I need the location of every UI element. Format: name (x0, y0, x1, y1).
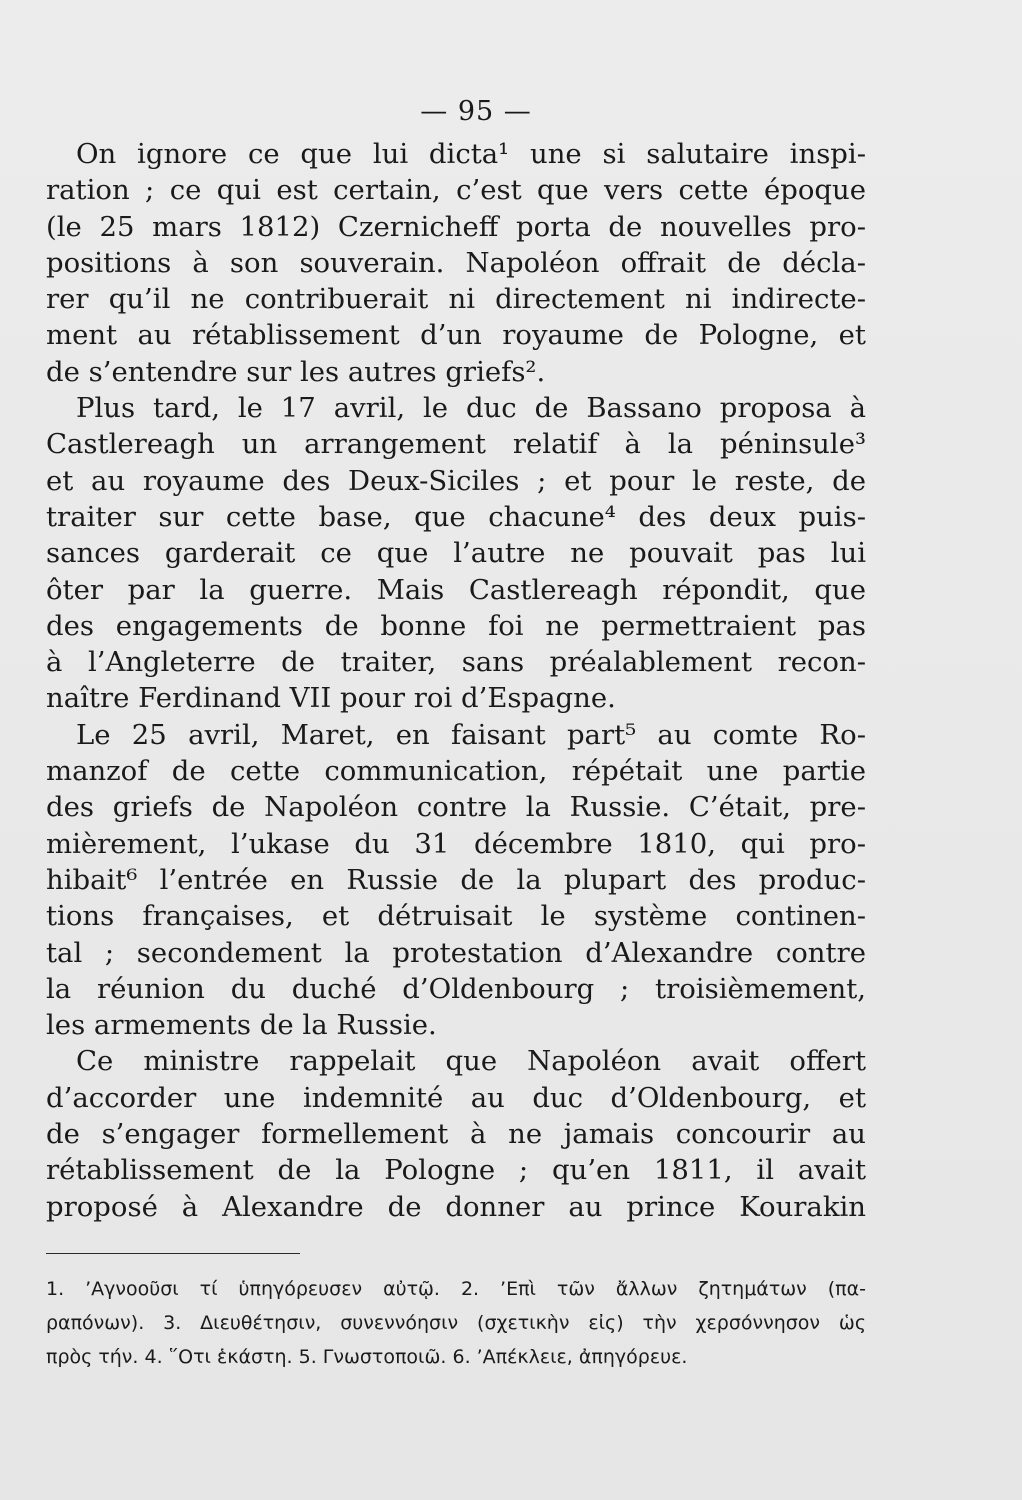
footnote-line: πρὸς τήν. 4. ῞Οτι ἑκάστη. 5. Γνωστοποιῶ. 6. ’Απέκλειε, ἀπηγόρευε. (46, 1346, 688, 1368)
text-line: des griefs de Napoléon contre la Russie. C’était, pre- (46, 791, 866, 824)
text-line: de s’engager formellement à ne jamais concourir au (46, 1118, 866, 1151)
text-line: Castlereagh un arrangement relatif à la péninsule³ (46, 428, 866, 461)
text-line: tal ; secondement la protestation d’Alexandre contre (46, 936, 866, 969)
text-line: tions françaises, et détruisait le système continen- (46, 900, 866, 933)
text-line: Ce ministre rappelait que Napoléon avait offert (76, 1045, 866, 1078)
footnote-line: 1. ’Αγνοοῦσι τί ὑπηγόρευσεν αὐτῷ. 2. ’Επὶ τῶν ἄλλων ζητημάτων (πα- (46, 1278, 866, 1300)
footnote-divider (46, 1253, 300, 1254)
text-line: Le 25 avril, Maret, en faisant part⁵ au comte Ro- (76, 718, 866, 751)
footnotes (46, 1272, 866, 1374)
text-line: naître Ferdinand VII pour roi d’Espagne. (46, 682, 616, 715)
text-line: positions à son souverain. Napoléon offrait de décla- (46, 246, 866, 279)
text-line: Plus tard, le 17 avril, le duc de Bassano proposa à (76, 392, 866, 425)
text-line: rétablissement de la Pologne ; qu’en 1811, il avait (46, 1154, 866, 1187)
text-line: les armements de la Russie. (46, 1009, 437, 1042)
footnote-line: ραπόνων). 3. Διευθέτησιν, συνεννόησιν (σχετικὴν εἰς) τὴν χερσόννησον ὡς (46, 1312, 866, 1334)
text-line: hibait⁶ l’entrée en Russie de la plupart des produc- (46, 863, 866, 896)
page-number: — 95 — (420, 96, 532, 127)
text-line: et au royaume des Deux-Siciles ; et pour le reste, de (46, 464, 866, 497)
text-line: (le 25 mars 1812) Czernicheff porta de nouvelles pro- (46, 210, 866, 243)
text-line: traiter sur cette base, que chacune⁴ des deux puis- (46, 500, 866, 533)
text-line: la réunion du duché d’Oldenbourg ; troisièmement, (46, 972, 866, 1005)
text-line: ration ; ce qui est certain, c’est que vers cette époque (46, 174, 866, 207)
body-text (46, 136, 866, 1225)
text-line: à l’Angleterre de traiter, sans préalablement recon- (46, 646, 866, 679)
text-line: On ignore ce que lui dicta¹ une si salutaire inspi- (76, 138, 866, 170)
text-line: manzof de cette communication, répétait une partie (46, 755, 866, 788)
text-line: de s’entendre sur les autres griefs². (46, 355, 546, 388)
text-line: d’accorder une indemnité au duc d’Oldenbourg, et (46, 1081, 866, 1114)
text-line: rer qu’il ne contribuerait ni directement ni indirecte- (46, 283, 866, 316)
text-line: des engagements de bonne foi ne permettraient pas (46, 609, 866, 642)
text-line: ment au rétablissement d’un royaume de Pologne, et (46, 319, 866, 352)
text-line: sances garderait ce que l’autre ne pouvait pas lui (46, 537, 866, 570)
text-line: mièrement, l’ukase du 31 décembre 1810, qui pro- (46, 827, 866, 860)
text-line: proposé à Alexandre de donner au prince Kourakin (46, 1190, 866, 1223)
text-line: ôter par la guerre. Mais Castlereagh répondit, que (46, 573, 866, 606)
